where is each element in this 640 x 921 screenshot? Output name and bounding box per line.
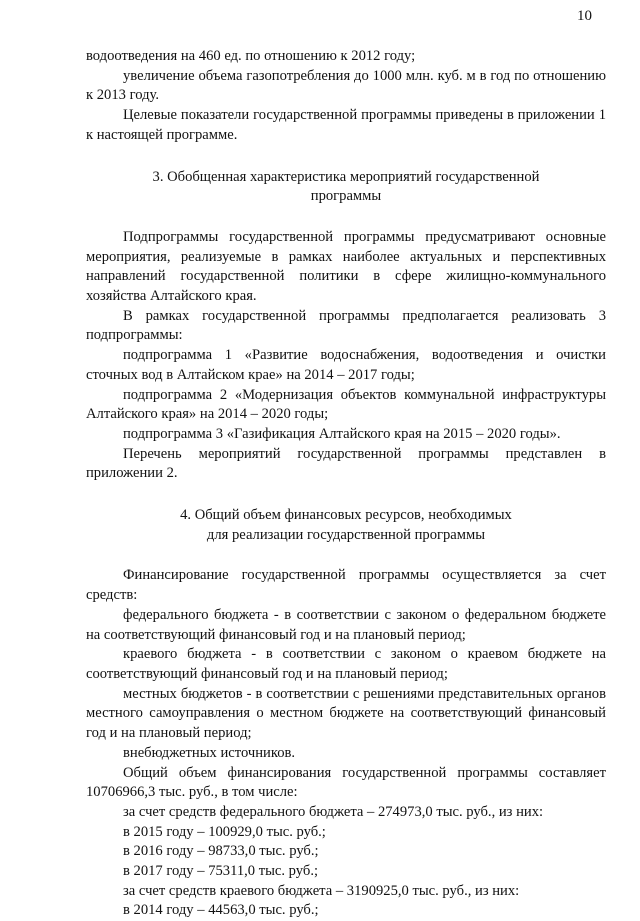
paragraph: краевого бюджета - в соответствии с законом о краевом бюджете на соответствующий финансовый год и на плановый период; [86,646,606,682]
page-content [86,47,606,921]
section-3-title-line-1: 3. Обобщенная характеристика мероприятий государственной [152,168,540,185]
paragraph: В рамках государственной программы предполагается реализовать 3 подпрограммы: [86,307,606,344]
paragraph: Финансирование государственной программы осуществляется за счет средств: [86,567,606,604]
paragraph: в 2017 году – 75311,0 тыс. руб.; [123,863,319,880]
paragraph: Подпрограммы государственной программы предусматривают основные мероприятия, реализуемые в рамках наиболее актуальных и перспективных направлений государственной политики в сфере жилищно-коммунального хозяйства Алтайского края. [86,228,606,305]
paragraph: Целевые показатели государственной программы приведены в приложении 1 к настоящей программе. [86,107,606,143]
paragraph: за счет средств краевого бюджета – 3190925,0 тыс. руб., из них: [123,882,520,899]
page-number: 10 [577,8,592,24]
section-4-title-line-2: для реализации государственной программы [206,526,486,543]
section-4-heading [86,506,606,545]
paragraph: Перечень мероприятий государственной программы представлен в приложении 2. [86,445,606,482]
section-3-title-line-2: программы [310,188,382,205]
paragraph: местных бюджетов - в соответствии с решениями представительных органов местного самоуправления о местном бюджете на соответствующий финансовый год и на плановый период; [86,685,606,742]
paragraph: подпрограмма 3 «Газификация Алтайского края на 2015 – 2020 годы». [123,425,561,442]
paragraph: водоотведения на 460 ед. по отношению к 2012 году; [86,48,416,64]
paragraph: Общий объем финансирования государственной программы составляет 10706966,3 тыс. руб., в том числе: [86,764,606,801]
paragraph: за счет средств федерального бюджета – 274973,0 тыс. руб., из них: [123,803,544,820]
paragraph: в 2016 году – 98733,0 тыс. руб.; [123,843,319,860]
paragraph: в 2014 году – 44563,0 тыс. руб.; [123,902,319,919]
section-4-title-line-1: 4. Общий объем финансовых ресурсов, необходимых [180,507,512,524]
paragraph: в 2015 году – 100929,0 тыс. руб.; [123,823,326,840]
paragraph: федерального бюджета - в соответствии с законом о федеральном бюджете на соответствующий финансовый год и на плановый период; [86,606,606,643]
paragraph: подпрограмма 2 «Модернизация объектов коммунальной инфраструктуры Алтайского края» на 2014 – 2020 годы; [86,386,606,423]
paragraph: внебюджетных источников. [123,744,296,761]
paragraph: увеличение объема газопотребления до 1000 млн. куб. м в год по отношению к 2013 году. [86,67,606,104]
paragraph: подпрограмма 1 «Развитие водоснабжения, водоотведения и очистки сточных вод в Алтайском крае» на 2014 – 2017 годы; [86,347,606,383]
section-3-heading [86,168,606,207]
